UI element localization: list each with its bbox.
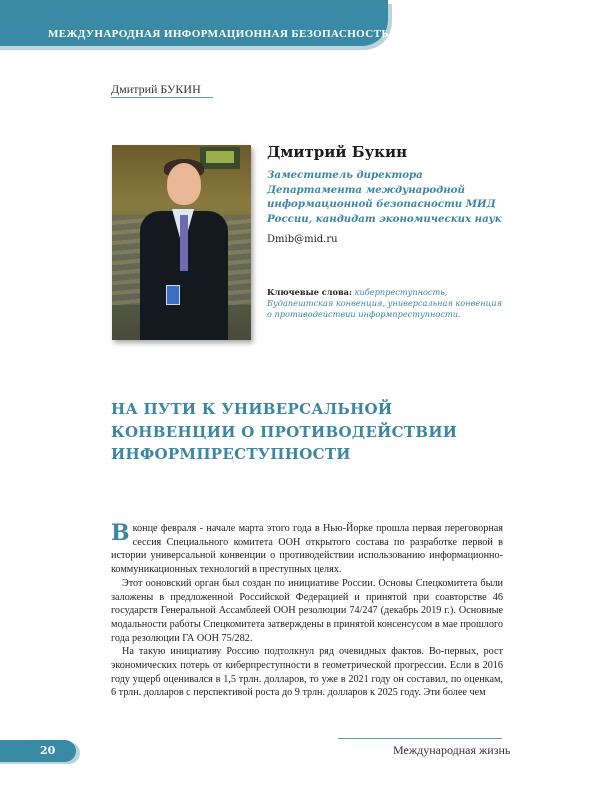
- keywords-text: киберпреступность, Будапештская конвенция, универсальная конвенция о противодействии информпреступности.: [267, 287, 503, 319]
- keywords-label: Ключевые слова:: [267, 287, 353, 297]
- keywords-block: [267, 287, 507, 320]
- paragraph-1: В конце февраля - начале марта этого года в Нью-Йорке прошла первая переговорная сессия Специального комитета ООН открытого состава по разработке первой в истории универсальной конвенции о противодействии использованию информационно-коммуникационных технологий в преступных целях.: [111, 520, 503, 576]
- journal-name: Международная жизнь: [393, 743, 511, 757]
- section-title: МЕЖДУНАРОДНАЯ ИНФОРМАЦИОННАЯ БЕЗОПАСНОСТЬ: [48, 28, 390, 40]
- author-email[interactable]: Dmib@mid.ru: [267, 234, 338, 245]
- paragraph-2: Этот ооновский орган был создан по инициативе России. Основы Спецкомитета были заложены в предложенной Российской Федерацией и принятой при соавторстве 46 государств Генеральной Ассамблеей ООН резолюции 74/247 (декабрь 2019 г.). Основные модальности работы Спецкомитета затверждены в принятой консенсусом в мае прошлого года резолюции ГА ООН 75/282.: [111, 577, 503, 644]
- author-photo: [112, 145, 251, 340]
- drop-cap: В: [111, 520, 130, 546]
- footer-band: [0, 740, 76, 762]
- author-divider: [111, 97, 213, 98]
- paragraph-3: На такую инициативу Россию подтолкнул ряд очевидных фактов. Во-первых, рост экономических потерь от киберпреступности в геометрической прогрессии. Если в 2016 году ущерб оценивался в 1,5 трлн. долларов, то уже в 2021 году он составил, по оценкам, 6 трлн. долларов с перспективой роста до 9 трлн. долларов к 2025 году. Эти более чем: [111, 646, 503, 699]
- page-number: 20: [40, 744, 56, 757]
- author-position: Заместитель директора Департамента международной информационной безопасности МИД России, кандидат экономических наук: [267, 169, 502, 225]
- article-title: НА ПУТИ К УНИВЕРСАЛЬНОЙ КОНВЕНЦИИ О ПРОТИВОДЕЙСТВИИ ИНФОРМПРЕСТУПНОСТИ: [111, 400, 458, 463]
- footer-divider: [338, 738, 502, 739]
- article-body: [111, 522, 503, 700]
- author-running-head: Дмитрий БУКИН: [111, 82, 201, 96]
- author-name: Дмитрий Букин: [267, 143, 408, 161]
